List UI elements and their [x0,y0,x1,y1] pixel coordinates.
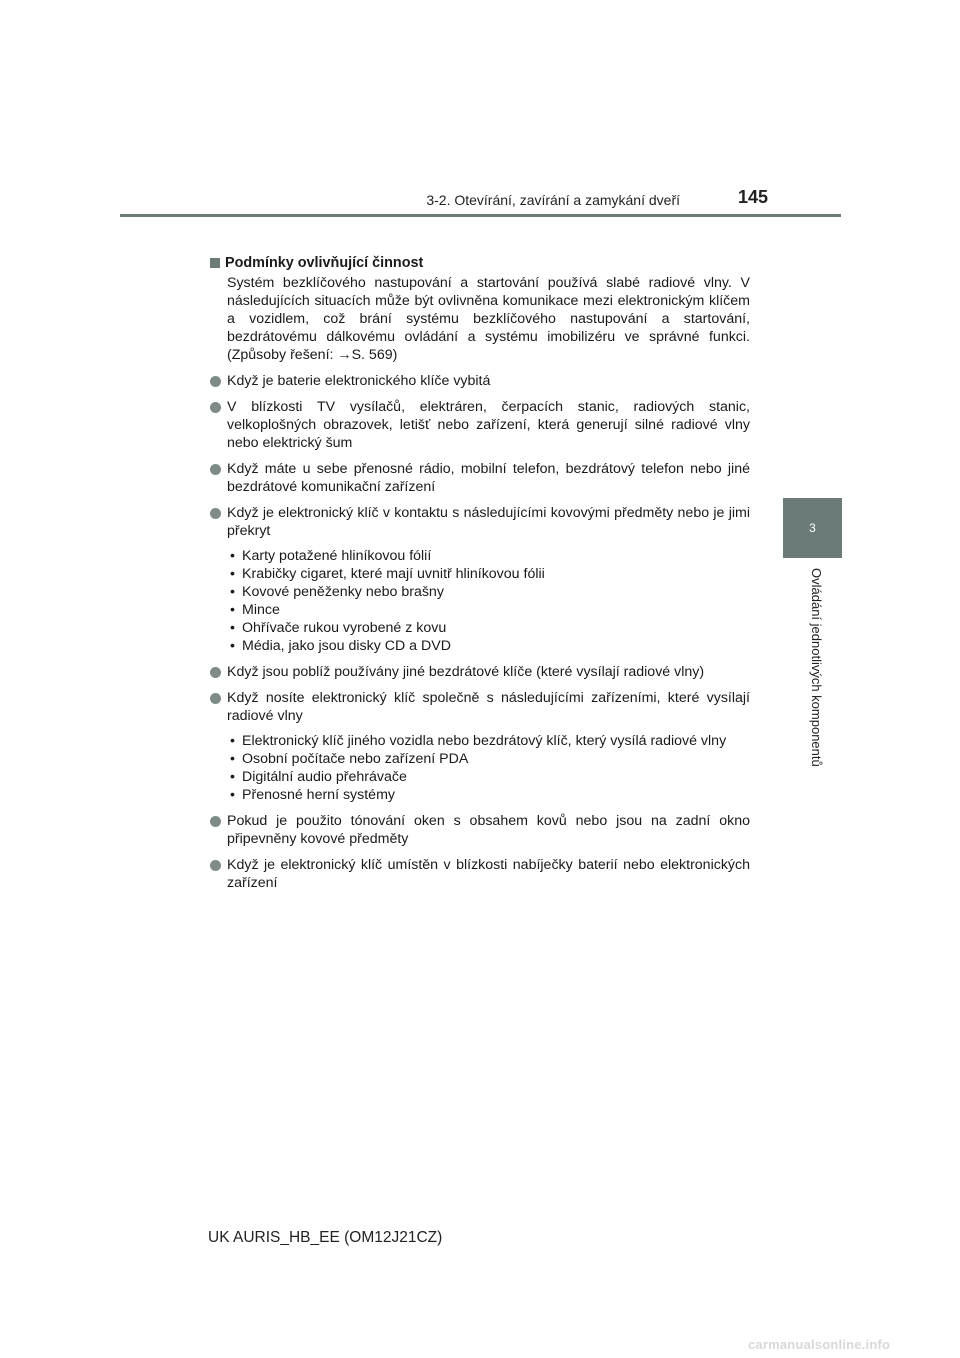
list-item [210,812,750,848]
sub-list-item [227,619,750,637]
list-item-text: Když je elektronický klíč umístěn v blízkosti nabíječky baterií nebo elektronických zařízení [227,857,750,891]
header-title: 3-2. Otevírání, zavírání a zamykání dveří [426,192,680,208]
sub-list-item [227,786,750,804]
footer-code: UK AURIS_HB_EE (OM12J21CZ) [208,1229,443,1246]
sub-list-item-text: Přenosné herní systémy [242,787,395,803]
sub-marker: • [230,751,235,767]
list-item [210,460,750,496]
list-item [210,663,750,681]
sub-marker: • [230,584,235,600]
dot-icon [210,693,221,704]
page-number: 145 [738,187,769,207]
watermark: carmanualsonline.info [748,1337,891,1352]
sub-marker: • [230,769,235,785]
sub-list-item [227,565,750,583]
sub-list-item [227,732,750,750]
sub-list-item [227,547,750,565]
dot-icon [210,816,221,827]
sub-list-item-text: Mince [242,602,280,618]
section-heading [210,254,750,272]
content [210,254,750,892]
sub-marker: • [230,733,235,749]
sub-marker: • [230,787,235,803]
sub-list-item [227,768,750,786]
intro-paragraph: Systém bezklíčového nastupování a startování používá slabé radiové vlny. V následujících situacích může být ovlivněna komunikace mezi elektronickým klíčem a vozidlem, což brání systému bezklíčového nastupování a startování, bezdrátovému dálkovému ovládání a systému imobilizéru ve správné funkci. (Způsoby řešení: →S. 569) [227,275,750,363]
list-item-text: Pokud je použito tónování oken s obsahem kovů nebo jsou na zadní okno připevněny kovové předměty [227,813,750,847]
list-item [210,504,750,540]
sub-marker: • [230,566,235,582]
sub-list-item-text: Média, jako jsou disky CD a DVD [242,638,451,654]
list-item [210,856,750,892]
list-item [210,372,750,390]
list-item-text: V blízkosti TV vysílačů, elektráren, čerpacích stanic, radiových stanic, velkoplošných obrazovek, letišť nebo zařízení, která generují silné radiové vlny nebo elektrický šum [227,399,750,451]
header-rule [120,214,841,217]
section-heading-text: Podmínky ovlivňující činnost [225,255,424,271]
list-item-text: Když je baterie elektronického klíče vybitá [227,373,491,389]
list-item [210,398,750,452]
sub-list-item-text: Ohřívače rukou vyrobené z kovu [242,620,447,636]
metal-items-list [210,547,750,655]
sub-marker: • [230,548,235,564]
chapter-tab: 3 [783,498,842,558]
square-icon [210,258,220,268]
list-item-text: Když je elektronický klíč v kontaktu s následujícími kovovými předměty nebo je jimi překryt [227,505,750,539]
sub-list-item-text: Osobní počítače nebo zařízení PDA [242,751,469,767]
device-items-list [210,732,750,804]
sub-list-item [227,750,750,768]
dot-icon [210,464,221,475]
list-item-text: Když máte u sebe přenosné rádio, mobilní telefon, bezdrátový telefon nebo jiné bezdrátové komunikační zařízení [227,461,750,495]
sub-list-item-text: Krabičky cigaret, které mají uvnitř hliníkovou fólii [242,566,545,582]
sub-list-item [227,637,750,655]
sub-list-item [227,601,750,619]
sub-list-item-text: Karty potažené hliníkovou fólií [242,548,432,564]
sub-marker: • [230,620,235,636]
dot-icon [210,402,221,413]
sub-list-item-text: Digitální audio přehrávače [242,769,407,785]
list-item [210,689,750,725]
dot-icon [210,667,221,678]
sub-list-item-text: Elektronický klíč jiného vozidla nebo bezdrátový klíč, který vysílá radiové vlny [242,733,727,749]
list-item-text: Když nosíte elektronický klíč společně s následujícími zařízeními, které vysílají radiové vlny [227,690,750,724]
list-item-text: Když jsou poblíž používány jiné bezdrátové klíče (které vysílají radiové vlny) [227,664,705,680]
side-label: Ovládání jednotlivých komponentů [809,568,824,767]
dot-icon [210,508,221,519]
dot-icon [210,860,221,871]
sub-marker: • [230,602,235,618]
dot-icon [210,376,221,387]
sub-marker: • [230,638,235,654]
sub-list-item-text: Kovové peněženky nebo brašny [242,584,444,600]
sub-list-item [227,583,750,601]
